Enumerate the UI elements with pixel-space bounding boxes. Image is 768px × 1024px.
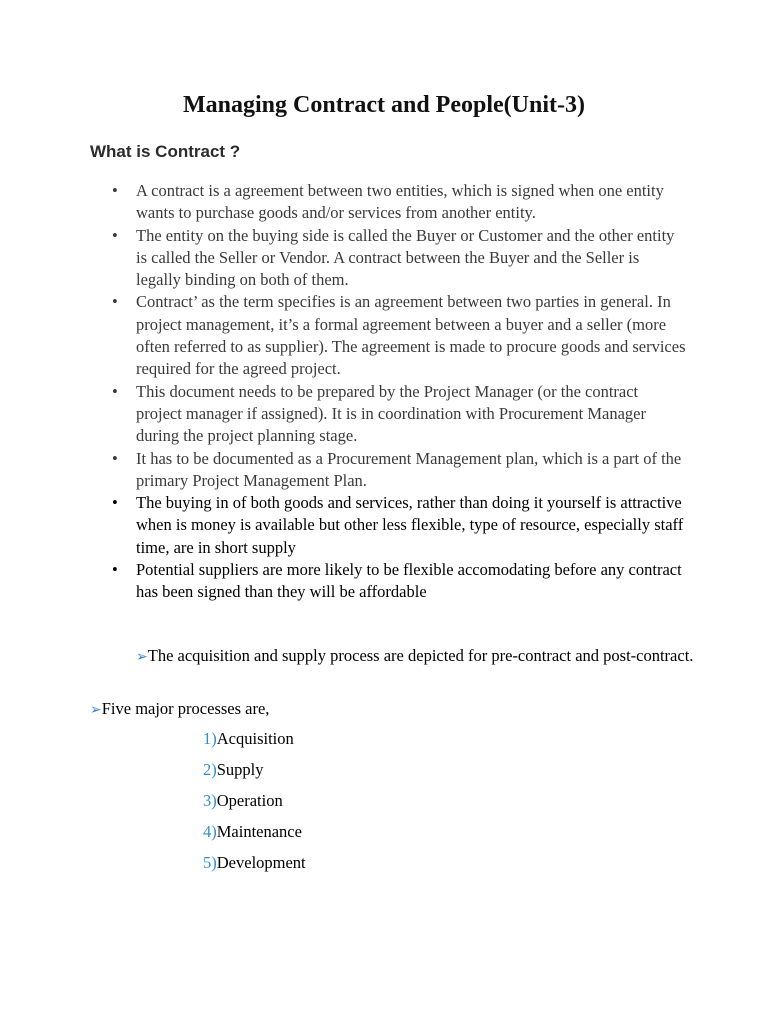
process-label: Maintenance: [216, 822, 302, 841]
bullet-icon: •: [112, 225, 118, 245]
process-label: Supply: [216, 760, 264, 779]
bullet-item: [108, 180, 688, 225]
process-number: 4): [203, 822, 217, 841]
bullet-icon: •: [112, 292, 118, 312]
processes-intro: [90, 698, 269, 722]
bullet-text: Potential suppliers are more likely to be flexible accomodating before any contract has been signed than they will be affordable: [136, 560, 682, 602]
bullet-text: A contract is a agreement between two entities, which is signed when one entity wants to purchase goods and/or services from another entity.: [136, 181, 664, 223]
bullet-item: [108, 559, 688, 604]
process-item: [203, 852, 306, 883]
acquisition-note: [136, 645, 696, 669]
bullet-item: [108, 492, 688, 559]
process-number: 3): [203, 791, 217, 810]
arrow-bullet-icon: ➢: [90, 703, 102, 718]
section-heading: What is Contract ?: [90, 142, 241, 161]
bullet-icon: •: [112, 381, 118, 401]
bullet-item: [108, 291, 688, 380]
process-label: Development: [216, 853, 306, 872]
process-item: [203, 790, 306, 821]
acquisition-note-text: The acquisition and supply process are depicted for pre-contract and post-contract.: [147, 646, 694, 665]
bullet-icon: •: [112, 181, 118, 200]
process-number: 1): [203, 729, 217, 748]
bullet-text: This document needs to be prepared by the Project Manager (or the contract project manager if assigned). It is in coordination with Procurement Manager during the project planning stage.: [136, 381, 646, 446]
bullet-icon: •: [112, 448, 118, 468]
process-item: [203, 728, 306, 759]
contract-bullet-list: [108, 180, 688, 604]
process-label: Acquisition: [216, 729, 294, 748]
processes-intro-text: Five major processes are,: [101, 699, 270, 718]
bullet-text: The entity on the buying side is called the Buyer or Customer and the other entity is called the Seller or Vendor. A contract between the Buyer and the Seller is legally binding on both of them.: [136, 225, 675, 290]
process-number: 5): [203, 853, 217, 872]
bullet-text: It has to be documented as a Procurement Management plan, which is a part of the primary Project Management Plan.: [136, 448, 682, 490]
process-number: 2): [203, 760, 217, 779]
process-item: [203, 821, 306, 852]
bullet-item: [108, 381, 688, 448]
page-title: Managing Contract and People(Unit-3): [183, 92, 585, 118]
process-label: Operation: [216, 791, 283, 810]
bullet-icon: •: [112, 560, 118, 580]
arrow-bullet-icon: ➢: [136, 650, 148, 665]
bullet-text: Contract’ as the term specifies is an agreement between two parties in general. In project management, it’s a formal agreement between a buyer and a seller (more often referred to as supplier). The agreement is made to procure goods and services required for the agreed project.: [136, 292, 686, 379]
bullet-item: [108, 225, 688, 292]
bullet-icon: •: [112, 493, 118, 513]
bullet-item: [108, 448, 688, 493]
process-list: [203, 728, 306, 883]
bullet-text: The buying in of both goods and services, rather than doing it yourself is attractive when is money is available but other less flexible, type of resource, especially staff time, are in short supply: [136, 493, 684, 557]
process-item: [203, 759, 306, 790]
